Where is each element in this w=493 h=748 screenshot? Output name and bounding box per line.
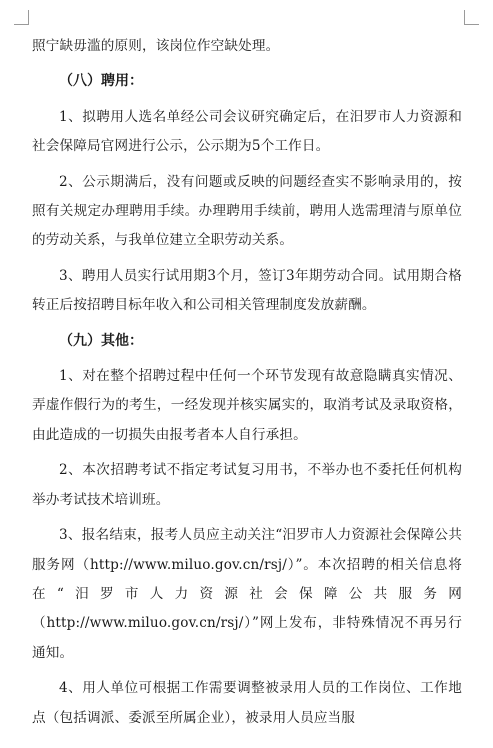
section-heading-other: （九）其他： — [59, 332, 143, 349]
paragraph-other-2: 2、本次招聘考试不指定考试复习用书，不举办也不委托任何机构举办考试技术培训班。 — [32, 462, 462, 508]
paragraph-other-4: 4、用人单位可根据工作需要调整被录用人员的工作岗位、工作地点（包括调派、委派至所属企业），被录用人员应当服 — [32, 680, 462, 726]
crop-mark-top-right — [464, 10, 479, 25]
paragraph-other-3: 3、报名结束，报考人员应主动关注“汨罗市人力资源社会保障公共服务网（http://www.miluo.gov.cn/rsj/）”。本次招聘的相关信息将在“汨罗市人力资源社会保障公共服务网（http://www.miluo.gov.cn/rsj/）”网上发布，非特殊情况不再另行通知。 — [32, 527, 462, 661]
paragraph-hiring-2: 2、公示期满后，没有问题或反映的问题经查实不影响录用的，按照有关规定办理聘用手续。办理聘用手续前，聘用人选需理清与原单位的劳动关系，与我单位建立全职劳动关系。 — [32, 173, 462, 249]
paragraph-hiring-1: 1、拟聘用人选名单经公司会议研究确定后，在汨罗市人力资源和社会保障局官网进行公示，公示期为5个工作日。 — [32, 108, 462, 155]
document-body — [32, 32, 462, 733]
paragraph-continuation: 照宁缺毋滥的原则，该岗位作空缺处理。 — [32, 38, 280, 54]
crop-mark-top-left — [14, 10, 29, 25]
paragraph-other-1: 1、对在整个招聘过程中任何一个环节发现有故意隐瞒真实情况、弄虚作假行为的考生，一经发现并核实属实的，取消考试及录取资格，由此造成的一切损失由报考者本人自行承担。 — [32, 368, 462, 443]
section-heading-hiring: （八）聘用： — [59, 73, 143, 90]
paragraph-hiring-3: 3、聘用人员实行试用期3个月，签订3年期劳动合同。试用期合格转正后按招聘目标年收入和公司相关管理制度发放薪酬。 — [32, 267, 462, 314]
